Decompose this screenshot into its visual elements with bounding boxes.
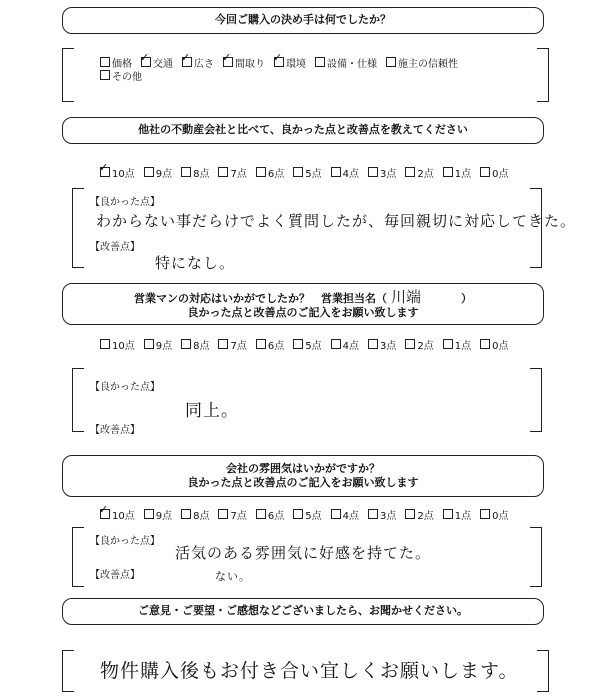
q5-answer: 物件購入後もお付き合い宜しくお願いします。	[100, 660, 519, 682]
q4-score-option[interactable]	[405, 507, 433, 522]
q2-score-option[interactable]	[293, 165, 321, 180]
q3-improve-label: 【改善点】	[90, 425, 140, 436]
q2-score-option-label: 8点	[193, 169, 210, 180]
q3-score-option[interactable]	[218, 337, 246, 352]
q2-title: 他社の不動産会社と比べて、良かった点と改善点を教えてください	[62, 117, 544, 144]
q1-other-checkbox[interactable]	[100, 70, 110, 80]
q4-score-checkbox[interactable]	[256, 509, 266, 519]
q3-score-option-label: 5点	[305, 341, 322, 352]
q3-score-option[interactable]	[100, 337, 135, 352]
q2-bracket-left	[72, 188, 84, 268]
q3-score-option[interactable]	[443, 337, 471, 352]
q2-score-checkbox[interactable]	[218, 167, 228, 177]
q4-score-option-label: 9点	[155, 511, 173, 522]
q1-checkbox[interactable]	[274, 57, 284, 67]
q3-title-close: ）	[461, 292, 472, 305]
q3-score-option[interactable]	[181, 337, 209, 352]
q1-checkbox[interactable]	[223, 57, 233, 67]
q3-score-option[interactable]	[480, 337, 508, 352]
q3-score-option[interactable]	[331, 337, 359, 352]
q4-score-option-label: 6点	[267, 511, 285, 522]
q1-option[interactable]	[386, 55, 458, 70]
q2-score-checkbox[interactable]	[181, 167, 191, 177]
q3-score-option-label: 10点	[112, 341, 135, 352]
q5-bracket-right	[537, 650, 549, 692]
q4-good-text: 活気のある雰囲気に好感を持てた。	[175, 544, 432, 562]
q2-improve-text: 特になし。	[155, 254, 236, 272]
q4-score-checkbox[interactable]	[100, 509, 110, 519]
q4-score-option-label: 5点	[305, 511, 322, 522]
q4-score-option[interactable]	[144, 507, 172, 522]
q2-improve-label: 【改善点】	[90, 242, 140, 253]
q2-score-checkbox[interactable]	[100, 167, 110, 177]
q2-score-checkbox[interactable]	[405, 167, 415, 177]
q2-score-checkbox[interactable]	[144, 167, 154, 177]
q3-score-checkbox[interactable]	[368, 339, 378, 349]
q4-title-line2: 良かった点と改善点のご記入をお願い致します	[187, 476, 419, 489]
q3-score-option-label: 3点	[379, 341, 397, 352]
q3-bracket-right	[530, 368, 542, 432]
q1-bracket-left	[62, 48, 74, 102]
q1-option-label: 設備・仕様	[327, 59, 377, 70]
q5-title: ご意見・ご要望・ご感想などございましたら、お聞かせください。	[62, 598, 544, 625]
q2-score-checkbox[interactable]	[368, 167, 378, 177]
q1-option-label: 間取り	[235, 59, 265, 70]
q2-good-text: わからない事だらけでよく質問したが、毎回親切に対応してきた。	[96, 212, 577, 230]
q4-score-checkbox[interactable]	[480, 509, 490, 519]
q3-score-option[interactable]	[368, 337, 396, 352]
q1-option-label: 環境	[286, 59, 306, 70]
q4-score-checkbox[interactable]	[368, 509, 378, 519]
q3-bracket-left	[72, 368, 84, 432]
q3-score-option[interactable]	[405, 337, 433, 352]
q3-score-checkbox[interactable]	[293, 339, 303, 349]
q1-checkbox[interactable]	[386, 57, 396, 67]
q2-score-option-label: 0点	[492, 169, 509, 180]
q4-score-option-label: 7点	[230, 511, 247, 522]
q4-improve-label: 【改善点】	[90, 570, 140, 581]
q2-score-option[interactable]	[331, 165, 359, 180]
q3-title	[62, 283, 544, 325]
q4-title	[62, 455, 544, 497]
q2-score-option[interactable]	[405, 165, 433, 180]
q3-score-option[interactable]	[293, 337, 321, 352]
q3-score-checkbox[interactable]	[256, 339, 266, 349]
q4-score-option-label: 1点	[454, 511, 472, 522]
q2-score-option-label: 7点	[230, 169, 247, 180]
q1-option[interactable]	[223, 55, 265, 70]
q1-options	[100, 55, 467, 70]
q2-score-option[interactable]	[100, 165, 135, 180]
q1-other-label: その他	[112, 72, 142, 83]
q1-other-row	[100, 68, 142, 83]
q4-scores	[100, 507, 517, 522]
q1-bracket-right	[537, 48, 549, 102]
q3-score-option-label: 1点	[454, 341, 472, 352]
q1-option[interactable]	[274, 55, 306, 70]
q2-score-option-label: 5点	[305, 169, 322, 180]
q3-score-option-label: 2点	[417, 341, 434, 352]
q1-option[interactable]	[182, 55, 214, 70]
q4-improve-text: ない。	[215, 570, 251, 583]
q4-score-option-label: 2点	[417, 511, 434, 522]
q3-score-option-label: 0点	[492, 341, 509, 352]
q2-score-option-label: 1点	[454, 169, 472, 180]
q4-score-option[interactable]	[480, 507, 508, 522]
q4-score-option[interactable]	[368, 507, 396, 522]
q3-score-checkbox[interactable]	[144, 339, 154, 349]
q4-score-option[interactable]	[293, 507, 321, 522]
q3-score-checkbox[interactable]	[100, 339, 110, 349]
q1-option-label: 価格	[112, 59, 132, 70]
q4-score-checkbox[interactable]	[331, 509, 341, 519]
q1-title: 今回ご購入の決め手は何でしたか？	[62, 7, 544, 34]
q3-score-option-label: 8点	[193, 341, 210, 352]
q4-score-checkbox[interactable]	[443, 509, 453, 519]
q4-score-option-label: 8点	[193, 511, 210, 522]
q2-score-option-label: 4点	[342, 169, 359, 180]
q3-score-option-label: 9点	[155, 341, 173, 352]
q2-score-option-label: 2点	[417, 169, 434, 180]
q4-score-option[interactable]	[181, 507, 209, 522]
q2-score-option[interactable]	[480, 165, 508, 180]
q2-score-option[interactable]	[144, 165, 172, 180]
q1-option[interactable]	[141, 55, 173, 70]
q3-score-checkbox[interactable]	[331, 339, 341, 349]
q1-option-label: 広さ	[194, 59, 214, 70]
q2-score-option[interactable]	[181, 165, 209, 180]
q4-bracket-left	[72, 527, 84, 587]
q2-score-checkbox[interactable]	[256, 167, 266, 177]
q2-score-checkbox[interactable]	[480, 167, 490, 177]
q4-score-option-label: 4点	[342, 511, 359, 522]
q2-score-option-label: 6点	[267, 169, 285, 180]
q4-score-checkbox[interactable]	[293, 509, 303, 519]
q1-checkbox[interactable]	[182, 57, 192, 67]
q1-checkbox[interactable]	[100, 57, 110, 67]
q4-score-option[interactable]	[256, 507, 284, 522]
q4-score-checkbox[interactable]	[218, 509, 228, 519]
q4-good-label: 【良かった点】	[90, 536, 160, 547]
q4-score-checkbox[interactable]	[181, 509, 191, 519]
q4-score-option-label: 10点	[112, 511, 135, 522]
q3-good-label: 【良かった点】	[90, 382, 160, 393]
q2-score-option[interactable]	[218, 165, 246, 180]
q2-good-label: 【良かった点】	[90, 197, 160, 208]
q2-score-option-label: 10点	[112, 169, 135, 180]
q3-staff-name: 川端	[390, 288, 421, 306]
q4-score-option[interactable]	[100, 507, 135, 522]
q2-score-option[interactable]	[443, 165, 471, 180]
q4-score-option-label: 0点	[492, 511, 509, 522]
q2-scores	[100, 165, 517, 180]
q1-option[interactable]	[315, 55, 377, 70]
q3-score-option-label: 7点	[230, 341, 247, 352]
q4-score-option[interactable]	[331, 507, 359, 522]
q1-option-label: 施主の信頼性	[398, 59, 458, 70]
q3-score-option-label: 6点	[267, 341, 285, 352]
q3-score-checkbox[interactable]	[405, 339, 415, 349]
q1-checkbox[interactable]	[315, 57, 325, 67]
q3-good-text: 同上。	[185, 401, 239, 421]
q3-score-checkbox[interactable]	[443, 339, 453, 349]
q1-checkbox[interactable]	[141, 57, 151, 67]
q2-score-option[interactable]	[368, 165, 396, 180]
q2-score-checkbox[interactable]	[331, 167, 341, 177]
q4-score-option-label: 3点	[379, 511, 397, 522]
q1-option-label: 交通	[153, 59, 173, 70]
q4-score-checkbox[interactable]	[405, 509, 415, 519]
q2-score-option-label: 3点	[379, 169, 397, 180]
q3-title-line2: 良かった点と改善点のご記入をお願い致します	[187, 306, 419, 319]
q2-score-checkbox[interactable]	[293, 167, 303, 177]
q4-score-option[interactable]	[218, 507, 246, 522]
q5-bracket-left	[62, 650, 74, 692]
q3-scores	[100, 337, 517, 352]
q4-score-checkbox[interactable]	[144, 509, 154, 519]
q2-score-option[interactable]	[256, 165, 284, 180]
q4-bracket-right	[530, 527, 542, 587]
q3-score-checkbox[interactable]	[218, 339, 228, 349]
q4-title-line1: 会社の雰囲気はいかがですか？	[226, 462, 380, 475]
q3-title-line1: 営業マンの対応はいかがでしたか？ 営業担当名（	[133, 292, 387, 305]
q3-score-option[interactable]	[256, 337, 284, 352]
q4-score-option[interactable]	[443, 507, 471, 522]
q3-score-checkbox[interactable]	[480, 339, 490, 349]
q2-score-checkbox[interactable]	[443, 167, 453, 177]
q3-score-checkbox[interactable]	[181, 339, 191, 349]
q3-score-option[interactable]	[144, 337, 172, 352]
q3-score-option-label: 4点	[342, 341, 359, 352]
q2-score-option-label: 9点	[155, 169, 173, 180]
